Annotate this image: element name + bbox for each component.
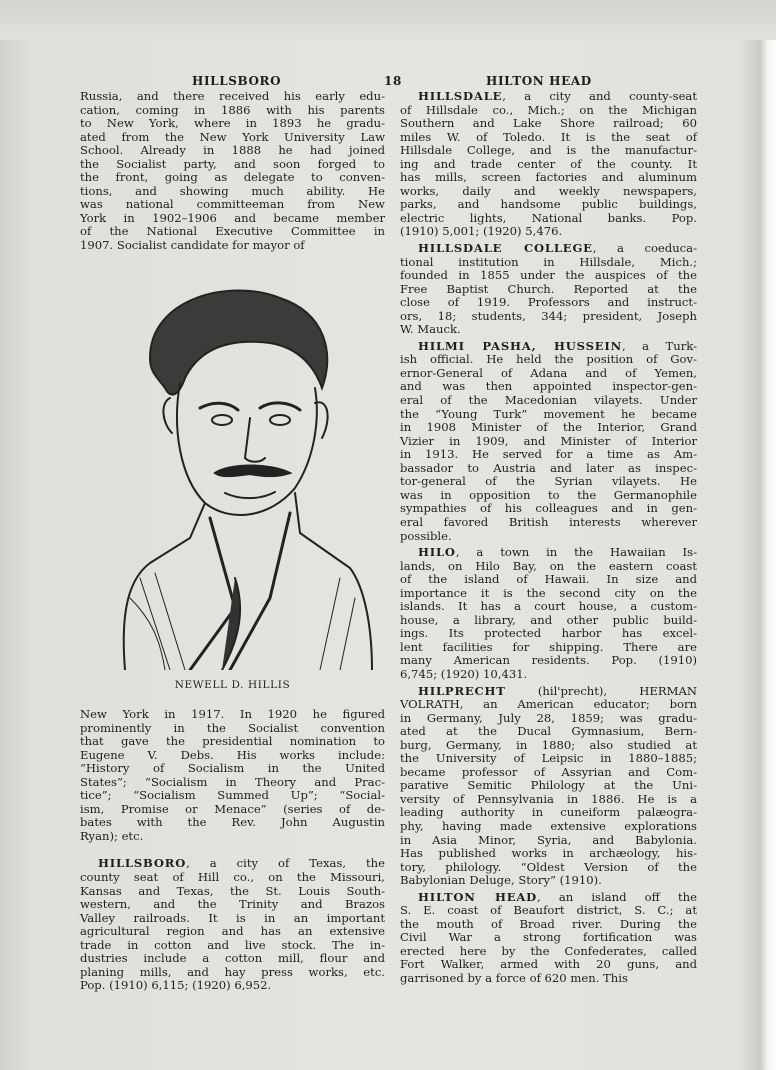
text-line: Vizier in 1909, and Minister of Interior xyxy=(400,433,697,448)
text-line: tions, and showing much ability. He xyxy=(80,183,385,198)
entry-text: , a city and county-seat xyxy=(502,89,697,103)
text-line xyxy=(400,242,697,256)
entry-text: , a coeduca- xyxy=(592,241,698,256)
page-top-shadow xyxy=(0,0,776,40)
left-column-bottom-text xyxy=(80,708,385,996)
text-line: burg, Germany, in 1880; also studied at xyxy=(400,737,697,752)
text-line: School. Already in 1888 he had joined xyxy=(80,143,385,158)
text-line: of Hillsdale co., Mich.; on the Michigan xyxy=(400,102,697,117)
entry-text: (hil'precht), HERMAN xyxy=(505,683,697,698)
text-line: close of 1919. Professors and instruct- xyxy=(400,295,697,310)
text-line: leading authority in cuneiform palæogra- xyxy=(400,805,697,820)
text-line: “History of Socialism in the United xyxy=(80,761,385,776)
text-line: eral of the Macedonian vilayets. Under xyxy=(400,393,697,408)
text-line: tional institution in Hillsdale, Mich.; xyxy=(400,254,697,269)
entry-headword: HILO xyxy=(418,545,456,560)
entry-hillsdale-college xyxy=(400,242,697,337)
text-line: many American residents. Pop. (1910) xyxy=(400,653,697,668)
text-line: was in opposition to the Germanophile xyxy=(400,487,697,502)
text-line: Kansas and Texas, the St. Louis South- xyxy=(80,883,385,898)
text-line: ish official. He held the position of Gov- xyxy=(400,352,697,367)
text-line: western, and the Trinity and Brazos xyxy=(80,897,385,912)
text-line: the University of Leipsic in 1880–1885; xyxy=(400,751,697,766)
text-line: in Asia Minor, Syria, and Babylonia. xyxy=(400,832,697,847)
text-line: Southern and Lake Shore railroad; 60 xyxy=(400,116,697,131)
text-line: of the National Executive Committee in xyxy=(80,224,385,239)
text-line: tory, philology. “Oldest Version of the xyxy=(400,859,697,874)
entry-headword: HILLSDALE COLLEGE xyxy=(418,241,593,256)
text-line: bates with the Rev. John Augustin xyxy=(80,815,385,830)
text-line: the mouth of Broad river. During the xyxy=(400,916,697,931)
text-line: ors, 18; students, 344; president, Joseph xyxy=(400,308,697,323)
text-line: founded in 1855 under the auspices of the xyxy=(400,268,697,283)
text-line: lands, on Hilo Bay, on the eastern coast xyxy=(400,558,697,573)
entry-text: , a city of Texas, the xyxy=(186,856,385,871)
text-line: erected here by the Confederates, called xyxy=(400,943,697,958)
paragraph xyxy=(80,708,385,843)
entry-headword: HILLSDALE xyxy=(418,89,503,103)
text-line: Eugene V. Debs. His works include: xyxy=(80,747,385,762)
entry-hillsboro xyxy=(80,857,385,992)
portrait-illustration xyxy=(110,278,380,670)
entry-hilprecht xyxy=(400,685,697,888)
text-line: versity of Pennsylvania in 1886. He is a xyxy=(400,791,697,806)
text-line: trade in cotton and live stock. The in- xyxy=(80,937,385,952)
text-line xyxy=(400,90,697,104)
text-line: ated from the New York University Law xyxy=(80,129,385,144)
text-line: W. Mauck. xyxy=(400,322,461,337)
right-column-text xyxy=(400,90,697,989)
text-line: works, daily and weekly newspapers, xyxy=(400,183,697,198)
entry-text: , an island off the xyxy=(537,889,697,904)
text-line: tice”; “Socialism Summed Up”; “Social- xyxy=(80,788,385,803)
text-line: parative Semitic Philology at the Uni- xyxy=(400,778,697,793)
text-line: ated at the Ducal Gymnasium, Bern- xyxy=(400,724,697,739)
text-line xyxy=(400,340,697,354)
text-line: Babylonian Deluge, Story” (1910). xyxy=(400,873,602,888)
entry-headword: HILLSBORO xyxy=(98,856,187,871)
text-line: county seat of Hill co., on the Missouri, xyxy=(80,870,385,885)
text-line: (1910) 5,001; (1920) 5,476. xyxy=(400,224,563,239)
page-number: 18 xyxy=(384,74,402,88)
text-line: garrisoned by a force of 620 men. This xyxy=(400,971,628,985)
text-line: Free Baptist Church. Reported at the xyxy=(400,281,697,296)
text-line: bassador to Austria and later as inspec- xyxy=(400,460,697,475)
text-line: Has published works in archæology, his- xyxy=(400,846,697,861)
text-line: possible. xyxy=(400,528,452,543)
text-line: VOLRATH, an American educator; born xyxy=(400,697,697,712)
text-line: ernor-General of Adana and of Yemen, xyxy=(400,365,697,380)
entry-text: , a town in the Hawaiian Is- xyxy=(455,545,697,560)
entry-headword: HILTON HEAD xyxy=(418,889,538,904)
text-line: in 1908 Minister of the Interior, Grand xyxy=(400,420,697,435)
text-line: of the island of Hawaii. In size and xyxy=(400,572,697,587)
text-line: 6,745; (1920) 10,431. xyxy=(400,666,528,681)
text-line: prominently in the Socialist convention xyxy=(80,720,385,735)
portrait-caption: NEWELL D. HILLIS xyxy=(174,679,291,691)
text-line xyxy=(80,857,385,871)
text-line: electric lights, National banks. Pop. xyxy=(400,210,697,225)
text-line: ing and trade center of the county. It xyxy=(400,156,697,171)
running-head-left: HILLSBORO xyxy=(192,74,282,88)
text-line: Valley railroads. It is in an important xyxy=(80,910,385,925)
entry-hillsdale xyxy=(400,90,697,239)
text-line: to New York, where in 1893 he gradu- xyxy=(80,116,385,131)
text-line: States”; “Socialism in Theory and Prac- xyxy=(80,774,385,789)
entry-text: , a Turk- xyxy=(622,338,698,353)
text-line: sympathies of his colleagues and in gen- xyxy=(400,501,697,516)
entry-headword: HILMI PASHA, HUSSEIN xyxy=(418,338,623,353)
text-line: importance it is the second city on the xyxy=(400,585,697,600)
text-line xyxy=(400,546,697,560)
entry-headword: HILPRECHT xyxy=(418,683,506,698)
text-line xyxy=(400,891,697,905)
text-line: lent facilities for shipping. There are xyxy=(400,639,697,654)
text-line: S. E. coast of Beaufort district, S. C.; at xyxy=(400,903,697,918)
text-line: miles W. of Toledo. It is the seat of xyxy=(400,129,697,144)
running-head-right: HILTON HEAD xyxy=(486,74,592,88)
text-line: Pop. (1910) 6,115; (1920) 6,952. xyxy=(80,978,272,993)
text-line: in Germany, July 28, 1859; was gradu- xyxy=(400,710,697,725)
text-line: dustries include a cotton mill, flour and xyxy=(80,951,385,966)
text-line: the Socialist party, and soon forged to xyxy=(80,156,385,171)
text-line: in 1913. He served for a time as Am- xyxy=(400,447,697,462)
text-line xyxy=(400,685,697,699)
text-line: phy, having made extensive explorations xyxy=(400,818,697,833)
entry-hilton-head xyxy=(400,891,697,986)
text-line: became professor of Assyrian and Com- xyxy=(400,764,697,779)
left-column-top-text xyxy=(80,90,385,256)
text-line: eral favored British interests wherever xyxy=(400,514,697,529)
text-line: cation, coming in 1886 with his parents xyxy=(80,102,385,117)
text-line: house, a library, and other public build- xyxy=(400,612,697,627)
text-line: planing mills, and hay press works, etc. xyxy=(80,964,385,979)
text-line: has mills, screen factories and aluminum xyxy=(400,170,697,185)
text-line: and was then appointed inspector-gen- xyxy=(400,379,697,394)
text-line: the front, going as delegate to conven- xyxy=(80,170,385,185)
text-line: was national committeeman from New xyxy=(80,197,385,212)
text-line: 1907. Socialist candidate for mayor of xyxy=(80,238,305,253)
text-line: Ryan); etc. xyxy=(80,828,144,843)
text-line: ings. Its protected harbor has excel- xyxy=(400,626,697,641)
text-line: Fort Walker, armed with 20 guns, and xyxy=(400,957,697,972)
paragraph xyxy=(80,90,385,253)
text-line: agricultural region and has an extensive xyxy=(80,924,385,939)
entry-hilmi-pasha-hussein xyxy=(400,340,697,543)
text-line: the “Young Turk” movement he became xyxy=(400,406,697,421)
text-line: York in 1902–1906 and became member xyxy=(80,210,385,225)
text-line: Russia, and there received his early edu- xyxy=(80,89,385,103)
text-line: that gave the presidential nomination to xyxy=(80,734,385,749)
text-line: parks, and handsome public buildings, xyxy=(400,197,697,212)
text-line: tor-general of the Syrian vilayets. He xyxy=(400,474,697,489)
text-line: Hillsdale College, and is the manufactur- xyxy=(400,143,697,158)
text-line: New York in 1917. In 1920 he figured xyxy=(80,707,385,721)
text-line: Civil War a strong fortification was xyxy=(400,930,697,945)
text-line: ism, Promise or Menace” (series of de- xyxy=(80,801,385,816)
text-line: islands. It has a court house, a custom- xyxy=(400,599,697,614)
entry-hilo xyxy=(400,546,697,681)
